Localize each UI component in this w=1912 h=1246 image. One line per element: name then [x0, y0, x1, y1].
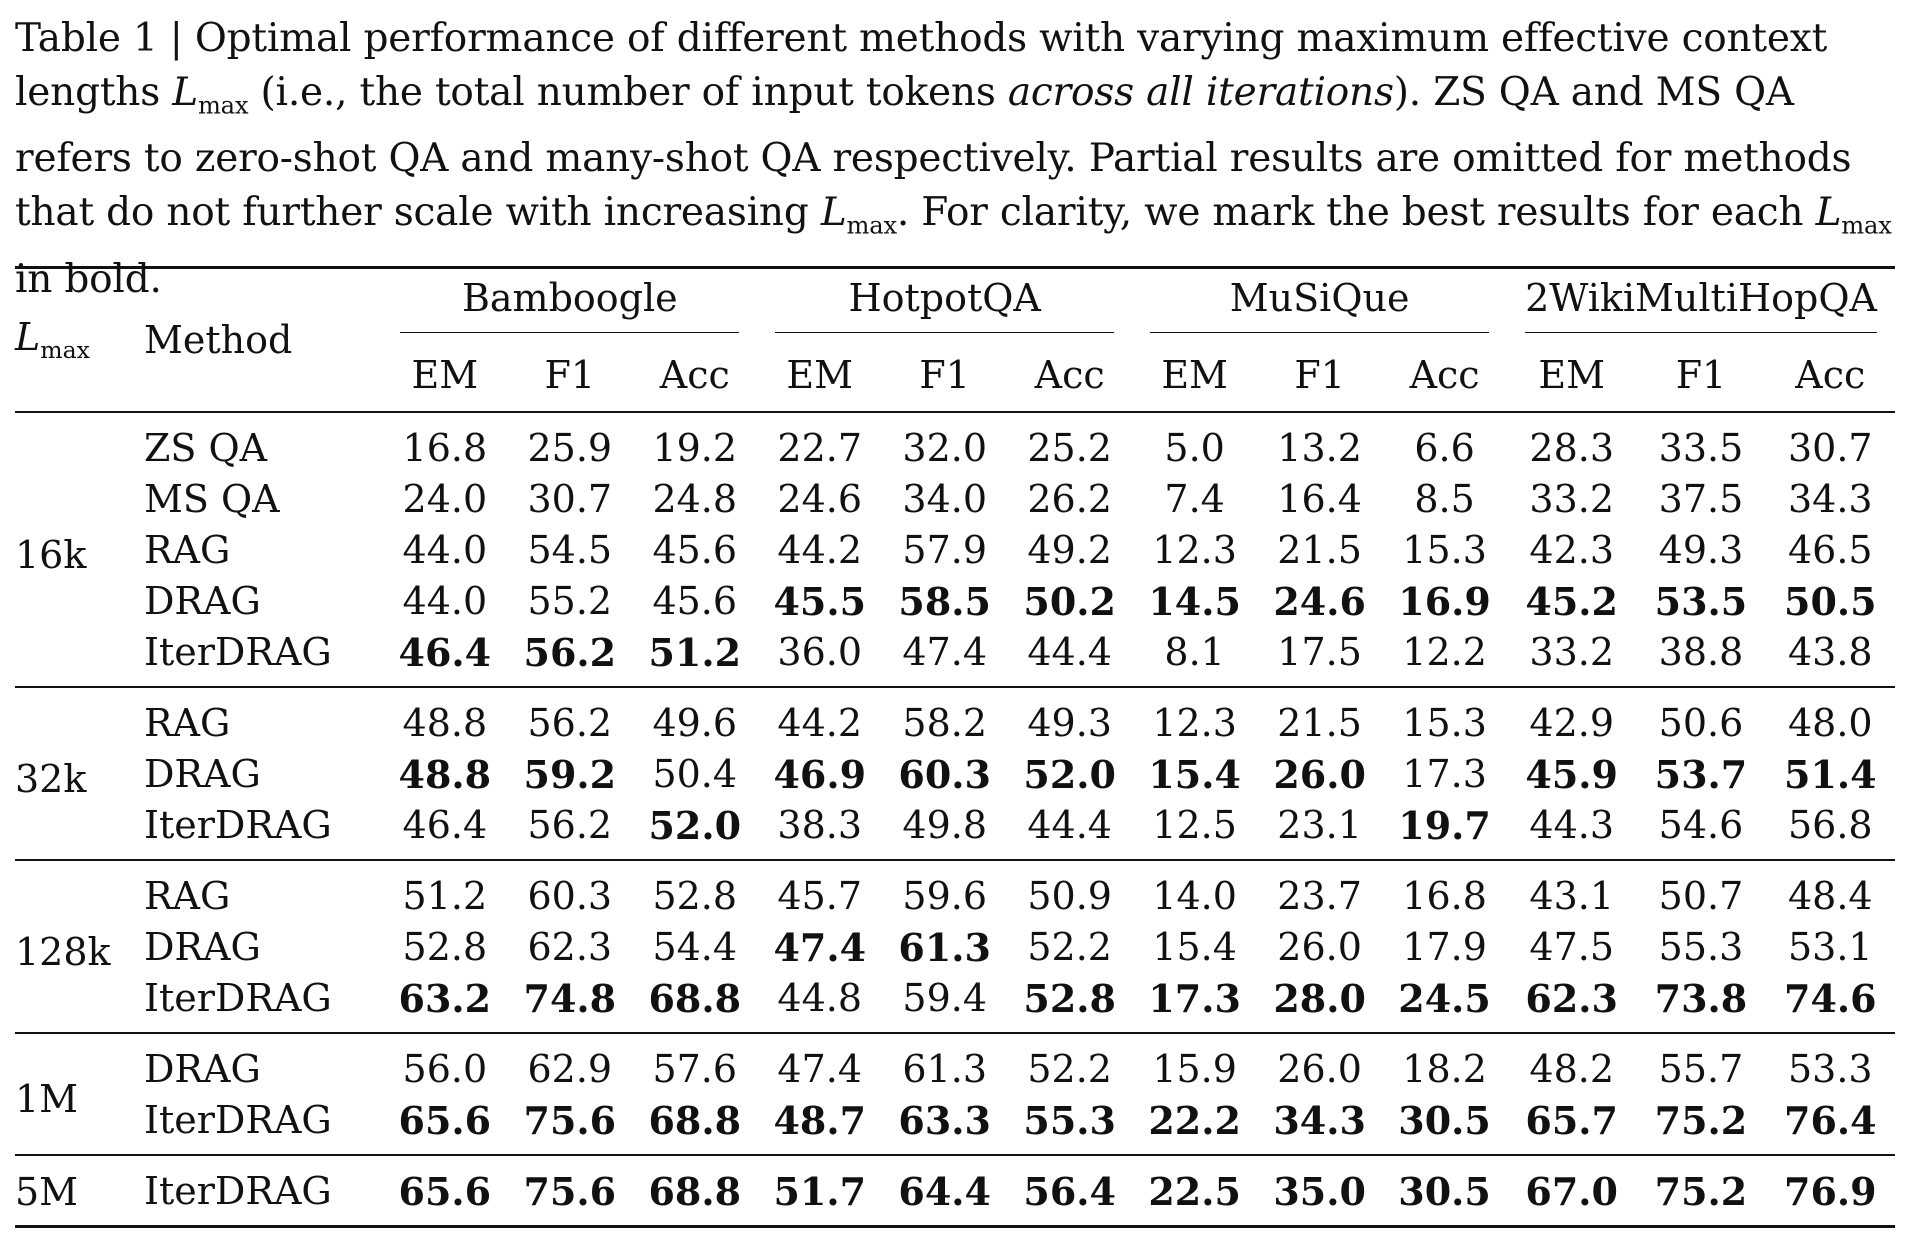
score-cell: 56.8 [1787, 803, 1873, 847]
table-row [15, 412, 1895, 474]
table-row [15, 576, 1895, 627]
score-cell: 60.3 [898, 752, 991, 797]
table-row [15, 1155, 1895, 1227]
metric-header: F1 [1294, 353, 1345, 397]
score-cell: 22.5 [1148, 1169, 1241, 1214]
method-name-cell: RAG [143, 874, 231, 918]
table-row [15, 973, 1895, 1033]
metric-header: EM [1538, 353, 1606, 397]
score-cell: 33.2 [1529, 477, 1614, 521]
method-name-cell: IterDRAG [143, 976, 332, 1020]
score-cell: 15.4 [1148, 752, 1241, 797]
score-cell: 48.8 [402, 701, 488, 745]
score-cell: 48.0 [1787, 701, 1873, 745]
score-cell: 62.9 [527, 1047, 613, 1091]
score-cell: 12.5 [1152, 803, 1237, 847]
caption-lmax-3: $L_{max}$ [1815, 190, 1892, 240]
table-row [15, 800, 1895, 860]
score-cell: 24.6 [777, 477, 863, 521]
score-cell: 56.2 [523, 630, 617, 675]
score-cell: 35.0 [1273, 1169, 1366, 1214]
score-cell: 47.4 [773, 925, 867, 970]
score-cell: 26.2 [1027, 477, 1112, 521]
score-cell: 42.3 [1529, 528, 1614, 572]
score-cell: 15.4 [1152, 925, 1237, 969]
score-cell: 32.0 [902, 426, 987, 470]
score-cell: 53.1 [1787, 925, 1873, 969]
score-cell: 44.8 [777, 976, 863, 1020]
score-cell: 58.5 [898, 579, 991, 624]
metric-header: F1 [1675, 353, 1727, 397]
score-cell: 55.3 [1658, 925, 1744, 969]
score-cell: 58.2 [902, 701, 987, 745]
score-cell: 30.5 [1398, 1098, 1491, 1143]
score-cell: 61.3 [902, 1047, 987, 1091]
score-cell: 46.4 [402, 803, 488, 847]
score-cell: 74.6 [1784, 976, 1877, 1021]
metric-header: F1 [544, 353, 596, 397]
score-cell: 63.3 [898, 1098, 991, 1143]
score-cell: 45.6 [652, 579, 738, 623]
score-cell: 63.2 [398, 976, 492, 1021]
score-cell: 12.3 [1152, 701, 1237, 745]
score-cell: 60.3 [527, 874, 613, 918]
score-cell: 8.5 [1414, 477, 1475, 521]
score-cell: 55.7 [1658, 1047, 1744, 1091]
metric-header: Acc [659, 353, 730, 397]
method-name-cell: MS QA [143, 477, 280, 521]
score-cell: 21.5 [1277, 528, 1362, 572]
score-cell: 44.3 [1529, 803, 1614, 847]
score-cell: 17.5 [1277, 630, 1362, 674]
score-cell: 44.2 [777, 528, 863, 572]
score-cell: 75.6 [523, 1098, 617, 1143]
score-cell: 19.2 [652, 426, 738, 470]
score-cell: 74.8 [523, 976, 617, 1021]
score-cell: 49.8 [902, 803, 987, 847]
score-cell: 25.2 [1027, 426, 1112, 470]
score-cell: 16.4 [1277, 477, 1362, 521]
score-cell: 73.8 [1654, 976, 1748, 1021]
score-cell: 15.9 [1152, 1047, 1237, 1091]
score-cell: 25.9 [527, 426, 613, 470]
score-cell: 22.7 [777, 426, 863, 470]
caption-part5: in bold. [15, 256, 162, 302]
score-cell: 75.6 [523, 1169, 617, 1214]
metric-header: F1 [919, 353, 970, 397]
score-cell: 37.5 [1658, 477, 1744, 521]
table-row [15, 1033, 1895, 1095]
score-cell: 52.0 [648, 803, 742, 848]
method-name-cell: DRAG [143, 579, 261, 623]
score-cell: 19.7 [1398, 803, 1491, 848]
table-row [15, 474, 1895, 525]
score-cell: 65.6 [398, 1098, 492, 1143]
score-cell: 75.2 [1654, 1169, 1748, 1214]
score-cell: 59.2 [523, 752, 617, 797]
score-cell: 38.3 [777, 803, 863, 847]
method-name-cell: RAG [143, 701, 231, 745]
score-cell: 50.4 [652, 752, 738, 796]
score-cell: 17.3 [1148, 976, 1241, 1021]
caption-part2: (i.e., the total number of input tokens [248, 70, 1008, 115]
caption-lmax-2: $L_{max}$ [820, 190, 897, 240]
score-cell: 33.5 [1658, 426, 1744, 470]
score-cell: 53.3 [1787, 1047, 1873, 1091]
method-name-cell: DRAG [143, 1047, 261, 1091]
score-cell: 55.2 [527, 579, 613, 623]
lmax-value-cell: 5M [15, 1169, 79, 1214]
score-cell: 52.2 [1027, 1047, 1112, 1091]
score-cell: 23.1 [1277, 803, 1362, 847]
score-cell: 24.8 [652, 477, 738, 521]
score-cell: 48.7 [773, 1098, 867, 1143]
score-cell: 65.6 [398, 1169, 492, 1214]
method-name-cell: IterDRAG [143, 803, 332, 847]
score-cell: 26.0 [1277, 925, 1362, 969]
score-cell: 16.8 [402, 426, 488, 470]
method-name-cell: IterDRAG [143, 630, 332, 674]
table-caption [15, 12, 1897, 307]
score-cell: 68.8 [648, 976, 742, 1021]
table-body [15, 412, 1895, 1227]
score-cell: 51.2 [402, 874, 488, 918]
score-cell: 12.3 [1152, 528, 1237, 572]
score-cell: 36.0 [777, 630, 863, 674]
score-cell: 49.3 [1027, 701, 1112, 745]
score-cell: 62.3 [527, 925, 613, 969]
score-cell: 24.5 [1398, 976, 1491, 1021]
lmax-column-header: $L_{max}$ [15, 315, 90, 365]
score-cell: 56.4 [1023, 1169, 1116, 1214]
score-cell: 52.0 [1023, 752, 1116, 797]
table-row [15, 627, 1895, 687]
score-cell: 18.2 [1402, 1047, 1487, 1091]
score-cell: 44.0 [402, 528, 488, 572]
score-cell: 51.4 [1784, 752, 1877, 797]
lmax-value-cell: 1M [15, 1077, 79, 1121]
score-cell: 8.1 [1164, 630, 1225, 674]
score-cell: 54.4 [652, 925, 738, 969]
score-cell: 56.0 [402, 1047, 488, 1091]
dataset-header-hotpotqa: HotpotQA [757, 268, 1132, 340]
table-row [15, 525, 1895, 576]
score-cell: 53.7 [1654, 752, 1748, 797]
score-cell: 26.0 [1277, 1047, 1362, 1091]
score-cell: 68.8 [648, 1098, 742, 1143]
score-cell: 12.2 [1402, 630, 1487, 674]
lmax-value-cell: 32k [15, 756, 87, 801]
lmax-value-cell: 16k [15, 532, 87, 577]
score-cell: 26.0 [1273, 752, 1366, 797]
score-cell: 61.3 [898, 925, 991, 970]
score-cell: 57.9 [902, 528, 987, 572]
score-cell: 51.2 [648, 630, 742, 675]
score-cell: 45.5 [773, 579, 867, 624]
score-cell: 54.5 [527, 528, 613, 572]
dataset-header-bamboogle: Bamboogle [382, 268, 757, 340]
score-cell: 50.7 [1658, 874, 1744, 918]
score-cell: 45.9 [1525, 752, 1618, 797]
caption-part3: ). ZS QA and MS QA refers to zero-shot QA and many-shot QA respectively. Partial results are omitted for methods that do not further scale with increasing [15, 70, 1852, 236]
score-cell: 48.4 [1787, 874, 1873, 918]
score-cell: 64.4 [898, 1169, 991, 1214]
score-cell: 34.3 [1787, 477, 1873, 521]
score-cell: 46.5 [1787, 528, 1873, 572]
score-cell: 50.2 [1023, 579, 1116, 624]
method-name-cell: DRAG [143, 752, 261, 796]
metric-header: Acc [1034, 353, 1105, 397]
score-cell: 30.5 [1398, 1169, 1491, 1214]
score-cell: 38.8 [1658, 630, 1744, 674]
score-cell: 7.4 [1164, 477, 1225, 521]
score-cell: 50.9 [1027, 874, 1112, 918]
table-row [15, 749, 1895, 800]
table-row [15, 860, 1895, 922]
method-column-header: Method [143, 318, 293, 362]
score-cell: 46.9 [773, 752, 867, 797]
score-cell: 30.7 [1787, 426, 1873, 470]
score-cell: 34.0 [902, 477, 987, 521]
score-cell: 21.5 [1277, 701, 1362, 745]
score-cell: 44.2 [777, 701, 863, 745]
score-cell: 22.2 [1148, 1098, 1241, 1143]
table-row [15, 1095, 1895, 1155]
score-cell: 34.3 [1273, 1098, 1366, 1143]
score-cell: 42.9 [1529, 701, 1614, 745]
score-cell: 44.4 [1027, 803, 1112, 847]
score-cell: 16.8 [1402, 874, 1487, 918]
score-cell: 49.3 [1658, 528, 1744, 572]
score-cell: 47.4 [902, 630, 987, 674]
score-cell: 24.6 [1273, 579, 1366, 624]
caption-part1: Table 1 | Optimal performance of different methods with varying maximum effective context lengths [15, 16, 1828, 115]
score-cell: 52.2 [1027, 925, 1112, 969]
dataset-header-musique: MuSiQue [1132, 268, 1507, 340]
score-cell: 67.0 [1525, 1169, 1618, 1214]
score-cell: 33.2 [1529, 630, 1614, 674]
score-cell: 54.6 [1658, 803, 1744, 847]
score-cell: 56.2 [527, 803, 613, 847]
score-cell: 44.0 [402, 579, 488, 623]
method-name-cell: IterDRAG [143, 1169, 332, 1213]
score-cell: 28.3 [1529, 426, 1614, 470]
metric-header: Acc [1795, 353, 1866, 397]
caption-italic: across all iterations [1007, 70, 1394, 115]
score-cell: 43.1 [1529, 874, 1614, 918]
score-cell: 13.2 [1277, 426, 1362, 470]
score-cell: 5.0 [1164, 426, 1225, 470]
score-cell: 47.4 [777, 1047, 863, 1091]
score-cell: 49.6 [652, 701, 738, 745]
caption-part4: . For clarity, we mark the best results for each [896, 190, 1816, 236]
score-cell: 51.7 [773, 1169, 867, 1214]
score-cell: 52.8 [402, 925, 488, 969]
header-row-datasets [15, 268, 1895, 340]
score-cell: 49.2 [1027, 528, 1112, 572]
score-cell: 68.8 [648, 1169, 742, 1214]
score-cell: 75.2 [1654, 1098, 1748, 1143]
score-cell: 76.4 [1784, 1098, 1877, 1143]
score-cell: 30.7 [527, 477, 613, 521]
score-cell: 45.6 [652, 528, 738, 572]
metric-header: EM [1161, 353, 1228, 397]
score-cell: 48.8 [398, 752, 492, 797]
score-cell: 43.8 [1787, 630, 1873, 674]
metric-header: EM [411, 353, 479, 397]
table-row [15, 922, 1895, 973]
score-cell: 50.5 [1784, 579, 1877, 624]
score-cell: 59.4 [902, 976, 987, 1020]
score-cell: 15.3 [1402, 528, 1487, 572]
score-cell: 28.0 [1273, 976, 1366, 1021]
score-cell: 65.7 [1525, 1098, 1618, 1143]
table-row [15, 687, 1895, 749]
caption-lmax-1: $L_{max}$ [172, 70, 249, 120]
method-name-cell: RAG [143, 528, 231, 572]
results-table [15, 266, 1895, 1228]
score-cell: 55.3 [1023, 1098, 1116, 1143]
score-cell: 57.6 [652, 1047, 738, 1091]
score-cell: 62.3 [1525, 976, 1618, 1021]
score-cell: 56.2 [527, 701, 613, 745]
score-cell: 6.6 [1414, 426, 1475, 470]
score-cell: 76.9 [1784, 1169, 1877, 1214]
score-cell: 48.2 [1529, 1047, 1614, 1091]
score-cell: 47.5 [1529, 925, 1614, 969]
score-cell: 52.8 [652, 874, 738, 918]
score-cell: 23.7 [1277, 874, 1362, 918]
score-cell: 24.0 [402, 477, 488, 521]
score-cell: 45.7 [777, 874, 863, 918]
score-cell: 15.3 [1402, 701, 1487, 745]
dataset-header-2wikimultihopqa: 2WikiMultiHopQA [1507, 268, 1895, 340]
method-name-cell: ZS QA [143, 426, 268, 470]
metric-header: Acc [1409, 353, 1480, 397]
score-cell: 17.3 [1402, 752, 1487, 796]
method-name-cell: IterDRAG [143, 1098, 332, 1142]
score-cell: 16.9 [1398, 579, 1491, 624]
score-cell: 59.6 [902, 874, 987, 918]
lmax-value-cell: 128k [15, 929, 111, 974]
score-cell: 50.6 [1658, 701, 1744, 745]
score-cell: 14.5 [1148, 579, 1241, 624]
score-cell: 52.8 [1023, 976, 1116, 1021]
score-cell: 44.4 [1027, 630, 1112, 674]
score-cell: 45.2 [1525, 579, 1618, 624]
score-cell: 53.5 [1654, 579, 1748, 624]
score-cell: 46.4 [398, 630, 492, 675]
score-cell: 14.0 [1152, 874, 1237, 918]
metric-header: EM [786, 353, 854, 397]
score-cell: 17.9 [1402, 925, 1487, 969]
method-name-cell: DRAG [143, 925, 261, 969]
